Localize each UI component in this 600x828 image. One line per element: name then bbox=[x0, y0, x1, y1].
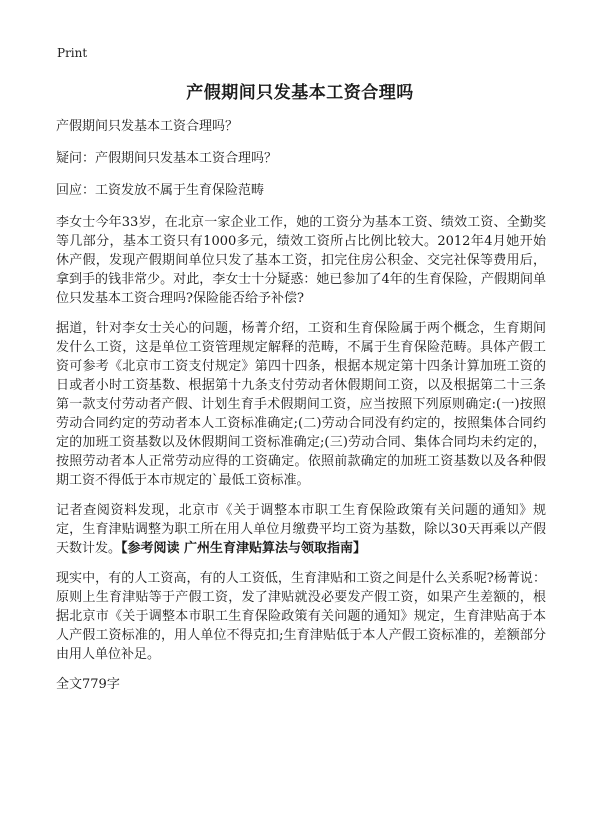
paragraph-4: 现实中，有的人工资高，有的人工资低，生育津贴和工资之间是什么关系呢?杨菁说：原则上生育津贴等于产假工资，发了津贴就没必要发产假工资，如果产生差额的，根据北京市《关于调整本市职工生育保险政策有关问题的通知》规定，生育津贴高于本人产假工资标准的，用人单位不得克扣;生育津贴低于本人产假工资标准的，差额部分由用人单位补足。 bbox=[56, 571, 546, 662]
paragraph-1: 李女士今年33岁，在北京一家企业工作，她的工资分为基本工资、绩效工资、全勤奖等几部分，基本工资只有1000多元，绩效工资所占比例比较大。2012年4月她开始休产假，发现产假期间单位只发了基本工资，扣完住房公积金、交完社保等费用后，拿到手的钱非常少。对此，李女士十分疑惑：她已参加了4年的生育保险，产假期间单位只发基本工资合理吗?保险能否给予补偿? bbox=[56, 215, 546, 306]
print-link[interactable]: Print bbox=[57, 46, 88, 60]
subtitle-line: 产假期间只发基本工资合理吗？ bbox=[56, 119, 239, 134]
question-line: 疑问：产假期间只发基本工资合理吗？ bbox=[56, 151, 278, 166]
answer-line: 回应：工资发放不属于生育保险范畴 bbox=[56, 183, 265, 198]
word-count: 全文779字 bbox=[56, 677, 120, 692]
reference-link[interactable]: 【参考阅读 广州生育津贴算法与领取指南】 bbox=[121, 541, 367, 556]
paragraph-2: 据道，针对李女士关心的问题，杨菁介绍，工资和生育保险属于两个概念，生育期间发什么工资，这是单位工资管理规定解释的范畴，不属于生育保险范畴。具体产假工资可参考《北京市工资支付规定》第四十四条，根据本规定第十四条计算加班工资的日或者小时工资基数、根据第十九条支付劳动者休假期间工资，以及根据第二十三条第一款支付劳动者产假、计划生育手术假期间工资，应当按照下列原则确定:(一)按照劳动合同约定的劳动者本人工资标准确定;(二)劳动合同没有约定的，按照集体合同约定的加班工资基数以及休假期间工资标准确定;(三)劳动合同、集体合同均未约定的，按照劳动者本人正常劳动应得的工资确定。依照前款确定的加班工资基数以及各种假期工资不得低于本市规定的`最低工资标准。 bbox=[56, 321, 546, 488]
paragraph-3 bbox=[56, 501, 546, 558]
article-body bbox=[56, 117, 546, 705]
paragraph-3-text: 记者查阅资料发现，北京市《关于调整本市职工生育保险政策有关问题的通知》规定，生育津贴调整为职工所在用人单位月缴费平均工资为基数，除以30天再乘以产假天数计发。 bbox=[56, 503, 546, 556]
article-title: 产假期间只发基本工资合理吗 bbox=[186, 83, 414, 103]
